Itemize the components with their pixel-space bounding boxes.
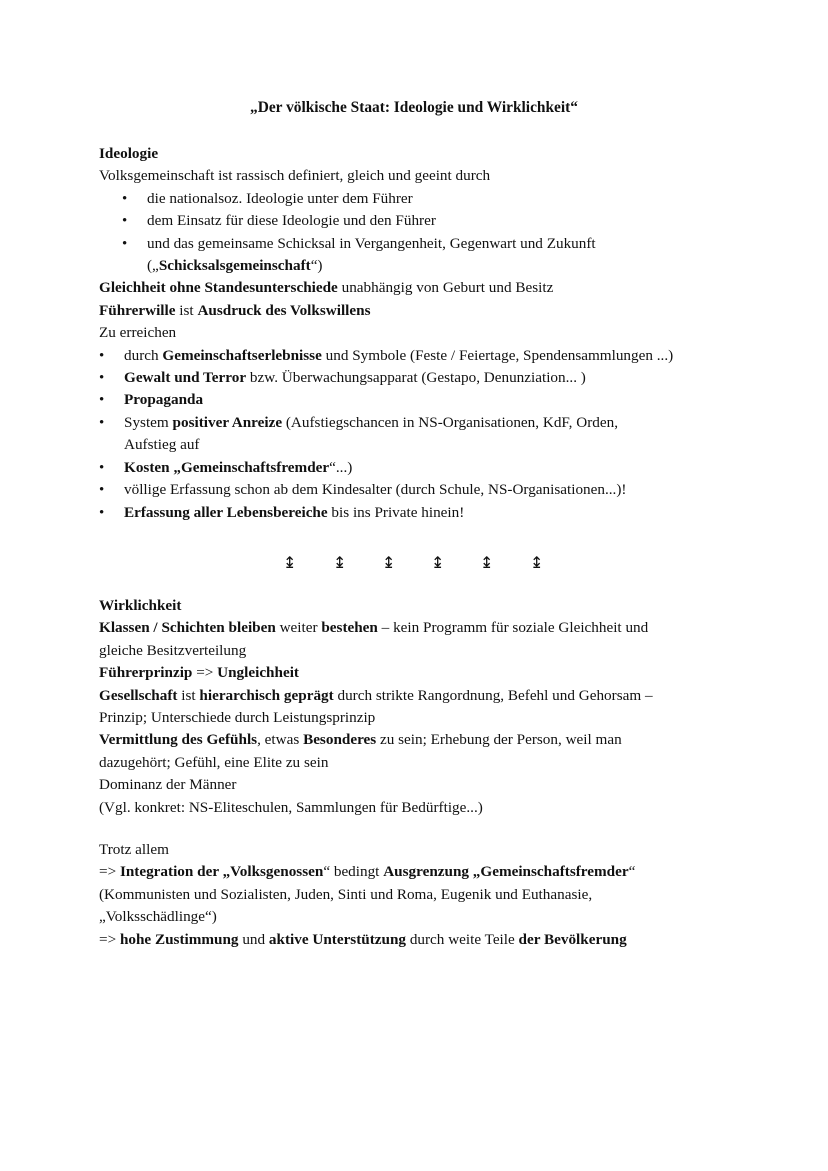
text-line: => Integration der „Volksgenossen“ bedingt Ausgrenzung „Gemeinschaftsfremder“ [99, 863, 636, 881]
fuehrerwille-line: Führerwille ist Ausdruck des Volkswillens [99, 301, 371, 319]
text-line: => hohe Zustimmung und aktive Unterstützung durch weite Teile der Bevölkerung [99, 930, 627, 948]
bullet-icon: • [122, 235, 128, 252]
list-item: • Gewalt und Terror bzw. Überwachungsapparat (Gestapo, Denunziation... ) [99, 367, 739, 389]
bullet-icon: • [122, 190, 128, 207]
list-item: • System positiver Anreize (Aufstiegschancen in NS-Organisationen, KdF, Orden, [99, 412, 739, 434]
list-item-continuation: Aufstieg auf [124, 436, 200, 454]
bullet-icon: • [99, 370, 105, 387]
list-item: • Kosten „Gemeinschaftsfremder“...) [99, 457, 739, 479]
ideologie-intro: Volksgemeinschaft ist rassisch definiert, gleich und geeint durch [99, 167, 491, 185]
list-item: • und das gemeinsame Schicksal in Vergangenheit, Gegenwart und Zukunft [99, 233, 739, 255]
bullet-icon: • [122, 213, 128, 230]
list-item: • dem Einsatz für diese Ideologie und den Führer [99, 210, 739, 232]
text-line: „Volksschädlinge“) [99, 908, 217, 926]
wirklichkeit-heading: Wirklichkeit [99, 597, 182, 614]
list-item: • Propaganda [99, 389, 739, 411]
wirklichkeit-section [99, 595, 739, 819]
text-line: gleiche Besitzverteilung [99, 641, 247, 659]
up-down-arrow-icon: ↨ [530, 553, 544, 572]
conclusion-section [99, 839, 739, 951]
bullet-icon: • [99, 459, 105, 476]
text-line: Klassen / Schichten bleiben weiter bestehen – kein Programm für soziale Gleichheit und [99, 619, 649, 637]
bullet-icon: • [99, 482, 105, 499]
list-item: • völlige Erfassung schon ab dem Kindesalter (durch Schule, NS-Organisationen...)! [99, 479, 739, 501]
up-down-arrow-icon: ↨ [382, 553, 396, 572]
text-line: Vermittlung des Gefühls, etwas Besonderes zu sein; Erhebung der Person, weil man [99, 731, 622, 749]
bullet-icon: • [99, 504, 105, 521]
text-line: Führerprinzip => Ungleichheit [99, 664, 299, 682]
text-line: Gesellschaft ist hierarchisch geprägt durch strikte Rangordnung, Befehl und Gehorsam – [99, 686, 653, 704]
list-item: • durch Gemeinschaftserlebnisse und Symbole (Feste / Feiertage, Spendensammlungen ...) [99, 345, 739, 367]
text-line: dazugehört; Gefühl, eine Elite zu sein [99, 753, 329, 771]
ideologie-section [99, 143, 739, 524]
document-title: „Der völkische Staat: Ideologie und Wirklichkeit“ [250, 99, 578, 116]
bullet-icon: • [99, 414, 105, 431]
up-down-arrow-icon: ↨ [283, 553, 297, 572]
ideologie-heading: Ideologie [99, 145, 159, 162]
zu-erreichen-label: Zu erreichen [99, 324, 177, 342]
text-line: Prinzip; Unterschiede durch Leistungsprinzip [99, 709, 376, 727]
list-item-continuation: („Schicksalsgemeinschaft“) [147, 257, 323, 275]
list-item: • die nationalsoz. Ideologie unter dem Führer [99, 188, 739, 210]
text-line: (Kommunisten und Sozialisten, Juden, Sinti und Roma, Eugenik und Euthanasie, [99, 885, 593, 903]
list-item: • Erfassung aller Lebensbereiche bis ins Private hinein! [99, 502, 739, 524]
ideologie-bullet-list [99, 188, 739, 278]
gleichheit-line: Gleichheit ohne Standesunterschiede unabhängig von Geburt und Besitz [99, 279, 554, 297]
means-bullet-list [99, 345, 739, 524]
up-down-arrow-icon: ↨ [333, 553, 347, 572]
bullet-icon: • [99, 347, 105, 364]
text-line: (Vgl. konkret: NS-Eliteschulen, Sammlungen für Bedürftige...) [99, 798, 483, 816]
arrow-separator [283, 552, 553, 576]
text-line: Trotz allem [99, 841, 169, 858]
bullet-icon: • [99, 392, 105, 409]
text-line: Dominanz der Männer [99, 776, 237, 794]
up-down-arrow-icon: ↨ [480, 553, 494, 572]
up-down-arrow-icon: ↨ [431, 553, 445, 572]
